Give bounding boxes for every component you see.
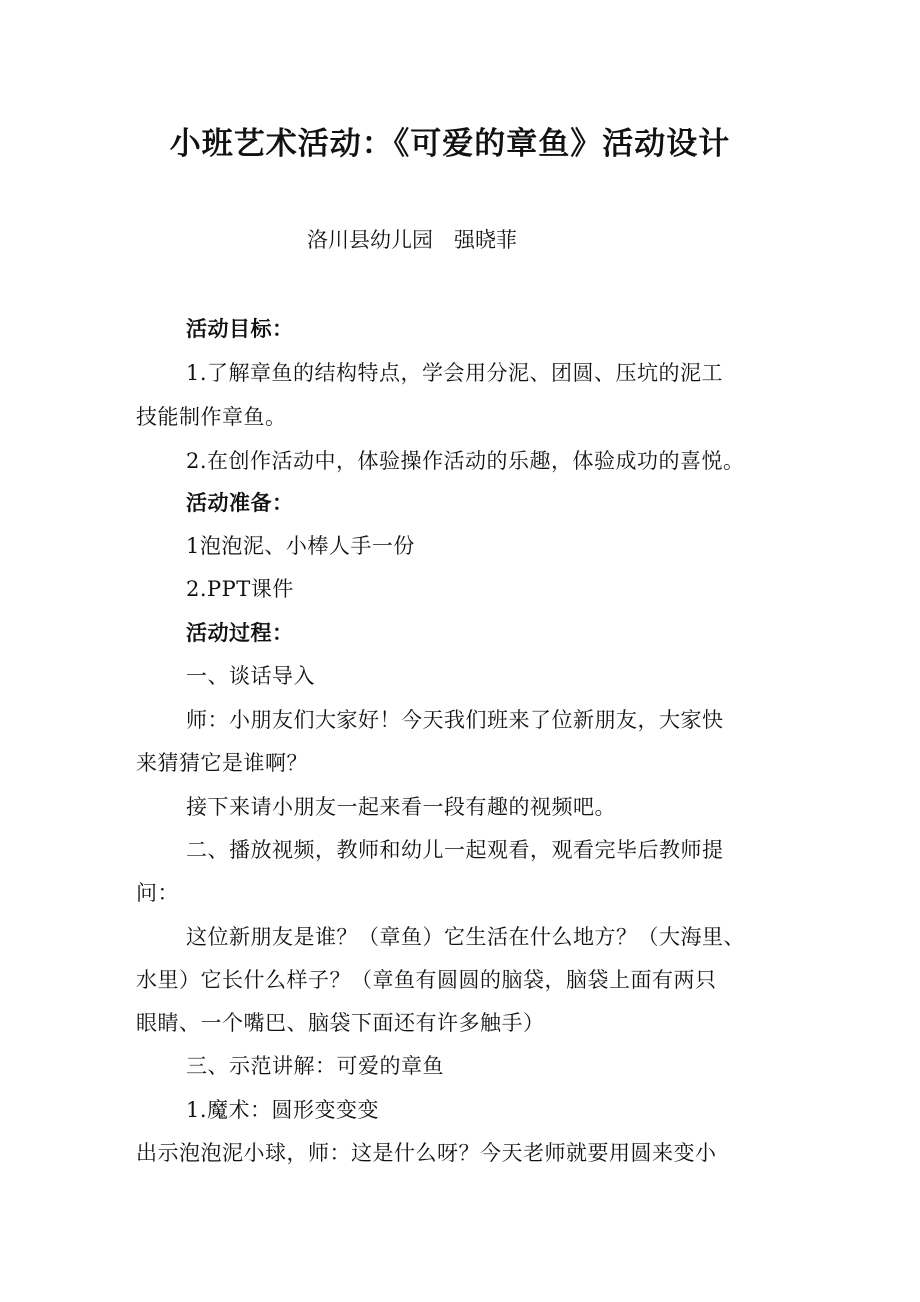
section-1-heading: 一、谈话导入 <box>186 664 315 688</box>
paragraph-questions-line-1: 这位新朋友是谁？（章鱼）它生活在什么地方？（大海里、 <box>186 925 745 949</box>
paragraph-magic-line-1: 出示泡泡泥小球，师：这是什么呀？今天老师就要用圆来变小 <box>136 1141 717 1165</box>
heading-goals: 活动目标： <box>186 317 294 341</box>
heading-preparation: 活动准备： <box>186 491 294 515</box>
paragraph-questions-line-2: 水里）它长什么样子？（章鱼有圆圆的脑袋，脑袋上面有两只 <box>136 968 717 992</box>
heading-process: 活动过程： <box>186 621 294 645</box>
document-title: 小班艺术活动：《可爱的章鱼》活动设计 <box>169 126 731 162</box>
goal-1-line-1: 1.了解章鱼的结构特点，学会用分泥、团圆、压坑的泥工 <box>186 361 724 385</box>
magic-heading: 1.魔术：圆形变变变 <box>186 1098 380 1122</box>
author-line: 洛川县幼儿园 强晓菲 <box>307 228 517 252</box>
goal-2: 2.在创作活动中，体验操作活动的乐趣，体验成功的喜悦。 <box>186 449 745 473</box>
paragraph-questions-line-3: 眼睛、一个嘴巴、脑袋下面还有许多触手） <box>136 1011 545 1035</box>
section-2-line-1: 二、播放视频，教师和幼儿一起观看，观看完毕后教师提 <box>186 838 724 862</box>
paragraph-teacher-line-2: 来猜猜它是谁啊？ <box>136 751 308 775</box>
section-3-heading: 三、示范讲解：可爱的章鱼 <box>186 1054 444 1078</box>
paragraph-video-intro: 接下来请小朋友一起来看一段有趣的视频吧。 <box>186 795 616 819</box>
preparation-1: 1泡泡泥、小棒人手一份 <box>186 534 415 558</box>
preparation-2: 2.PPT课件 <box>186 577 294 601</box>
section-2-line-2: 问： <box>136 881 179 905</box>
goal-1-line-2: 技能制作章鱼。 <box>136 405 287 429</box>
paragraph-teacher-line-1: 师：小朋友们大家好！今天我们班来了位新朋友，大家快 <box>186 708 724 732</box>
